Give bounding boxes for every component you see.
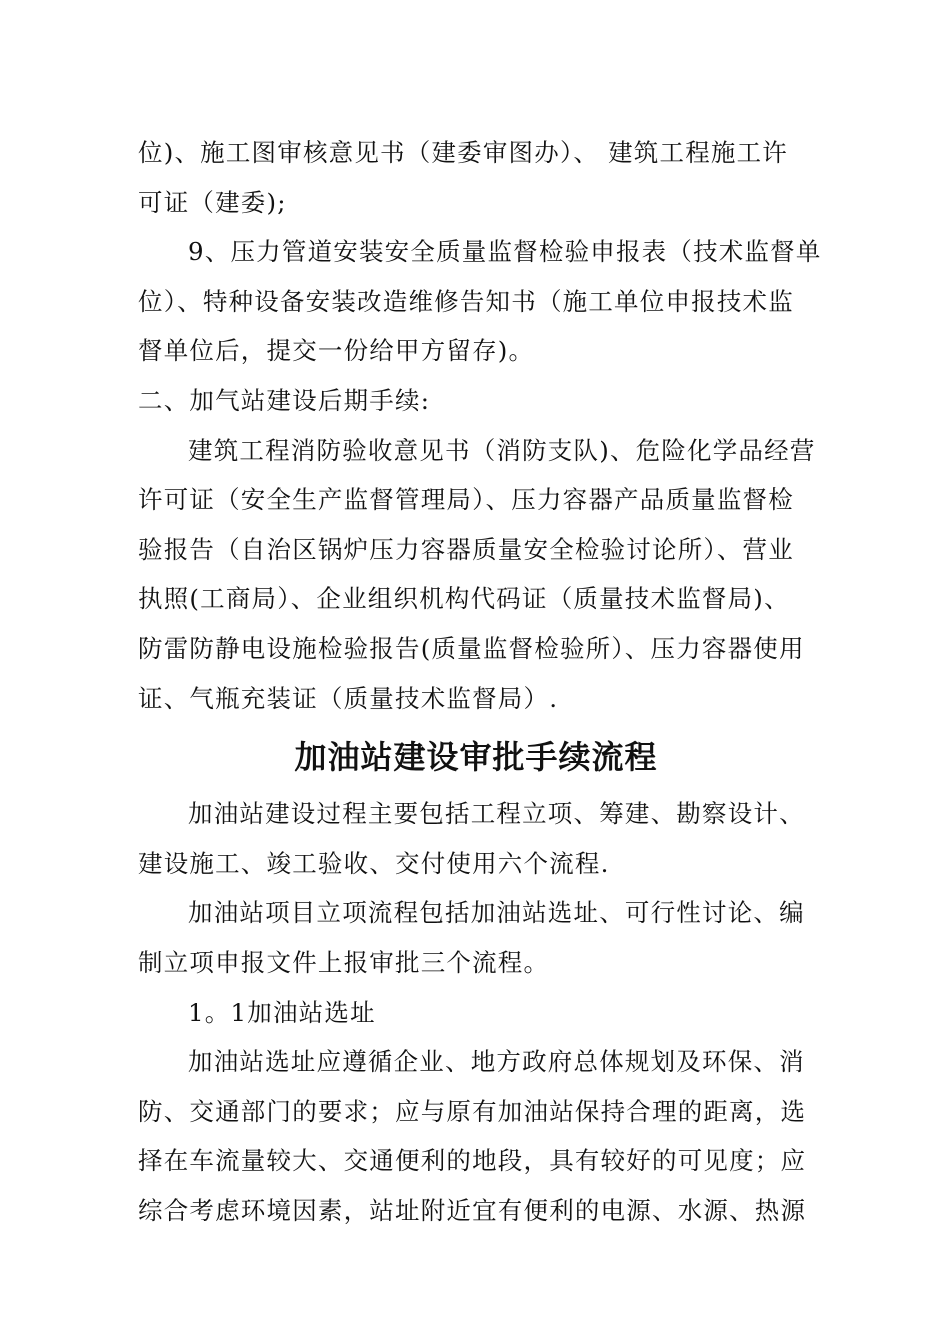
text-line: 加油站建设过程主要包括工程立项、筹建、勘察设计、 xyxy=(188,799,805,829)
section-heading: 二、加气站建设后期手续: xyxy=(138,385,431,415)
text-line: 防、交通部门的要求；应与原有加油站保持合理的距离，选 xyxy=(138,1096,807,1126)
text-line: 位）、特种设备安装改造维修告知书（施工单位申报技术监 xyxy=(138,286,794,316)
text-line: 督单位后，提交一份给甲方留存)。 xyxy=(138,336,535,366)
text-line: 建筑工程消防验收意见书（消防支队)、危险化学品经营 xyxy=(188,435,816,465)
text-line: 验报告（自治区锅炉压力容器质量安全检验讨论所）、营业 xyxy=(138,534,794,564)
text-line: 择在车流量较大、交通便利的地段，具有较好的可见度；应 xyxy=(138,1146,807,1176)
text-line: 综合考虑环境因素，站址附近宜有便利的电源、水源、热源 xyxy=(138,1195,807,1225)
text-line: 位)、施工图审核意见书（建委审图办）、 建筑工程施工许 xyxy=(138,138,788,167)
text-line: 9、压力管道安装安全质量监督检验申报表（技术监督单 xyxy=(188,237,822,267)
text-line: 制立项申报文件上报审批三个流程。 xyxy=(138,947,550,977)
text-line: 执照(工商局）、企业组织机构代码证（质量技术监督局)、 xyxy=(138,584,790,614)
text-line: 建设施工、竣工验收、交付使用六个流程. xyxy=(138,848,610,878)
text-line: 可证（建委); xyxy=(138,187,287,217)
text-line: 加油站项目立项流程包括加油站选址、可行性讨论、编 xyxy=(188,898,805,928)
text-line: 防雷防静电设施检验报告(质量监督检验所）、压力容器使用 xyxy=(138,633,805,663)
text-line: 许可证（安全生产监督管理局）、压力容器产品质量监督检 xyxy=(138,485,794,515)
document-body xyxy=(138,128,822,1235)
text-line: 证、气瓶充装证（质量技术监督局）. xyxy=(138,683,559,713)
text-line: 加油站选址应遵循企业、地方政府总体规划及环保、消 xyxy=(188,1047,805,1077)
document-title: 加油站建设审批手续流程 xyxy=(294,738,658,777)
subsection-heading: 1。1加油站选址 xyxy=(188,997,376,1027)
